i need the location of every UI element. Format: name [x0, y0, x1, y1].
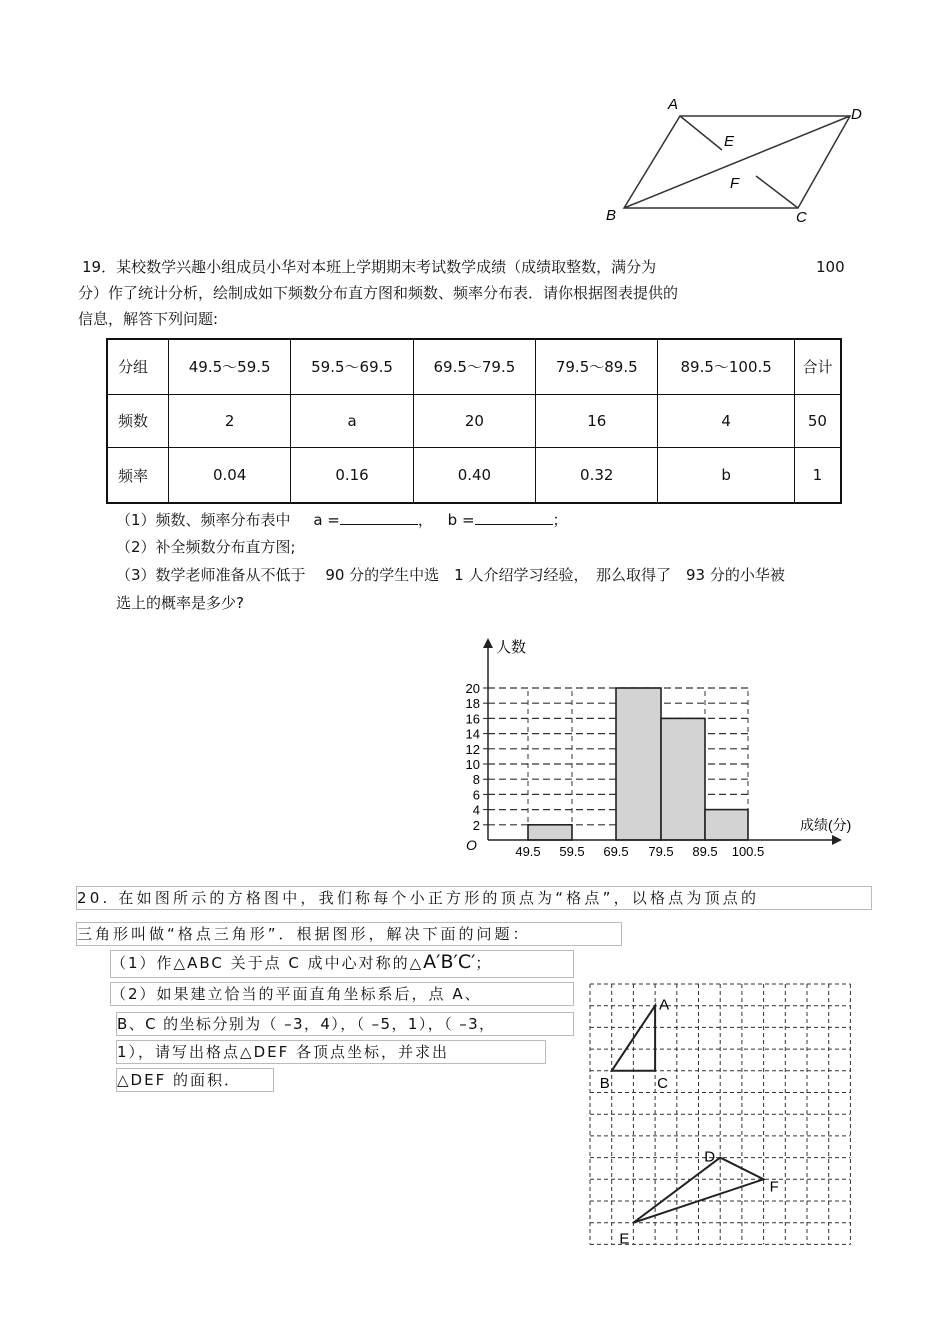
x-tick-label: 79.5 — [648, 844, 674, 859]
y-axis-label: 人数 — [496, 639, 527, 656]
table-cell: a — [291, 394, 413, 448]
x-tick-label: 89.5 — [692, 844, 718, 859]
histogram-bar — [661, 718, 705, 840]
q19-sub1 — [116, 509, 568, 531]
vertex-label-C: C — [657, 1074, 668, 1092]
table-cell: 59.5～69.5 — [291, 339, 413, 394]
q20-sub2-line4: △DEF 的面积． — [116, 1068, 274, 1092]
table-cell: 49.5～59.5 — [169, 339, 291, 394]
vertex-label-A: A — [659, 996, 670, 1014]
y-tick-label: 8 — [472, 772, 480, 788]
label-A: A — [668, 96, 679, 113]
segment-cf — [756, 176, 798, 208]
q19-sub1-b-label: b = — [447, 511, 475, 529]
vertex-label-B: B — [599, 1074, 610, 1092]
parallelogram-figure — [596, 92, 876, 232]
x-tick-label: 69.5 — [603, 844, 629, 859]
q20-sub2-line2: B、C 的坐标分别为（ –3，4），（ –5，1），（ –3， — [116, 1012, 574, 1036]
x-tick-label: 49.5 — [515, 844, 541, 859]
table-cell: 1 — [794, 448, 841, 503]
table-cell: 16 — [536, 394, 658, 448]
answer-blank-b[interactable] — [475, 510, 553, 525]
q19-sub2: （2）补全频数分布直方图; — [116, 538, 296, 556]
table-cell: 79.5～89.5 — [536, 339, 658, 394]
q20-sub1-text: （1）作△ABC 关于点 C 成中心对称的△ — [111, 954, 424, 972]
y-tick-label: 14 — [465, 726, 480, 742]
vertex-label-D: D — [704, 1148, 716, 1166]
histogram-bar — [528, 825, 572, 840]
q19-sub1-end: ； — [552, 511, 568, 529]
table-cell: 频数 — [107, 394, 169, 448]
q19-sub1-comma: ， — [417, 511, 433, 529]
label-B: B — [606, 207, 617, 224]
histogram-chart — [450, 632, 870, 864]
table-cell: 2 — [169, 394, 291, 448]
y-tick-label: 6 — [472, 787, 480, 803]
answer-blank-a[interactable] — [340, 510, 418, 525]
x-axis-arrow — [832, 835, 842, 845]
segment-ae — [680, 116, 722, 150]
vertex-label-F: F — [769, 1178, 779, 1196]
label-D: D — [851, 106, 862, 123]
table-cell: 69.5～79.5 — [413, 339, 535, 394]
q20-sub2-line1: （2）如果建立恰当的平面直角坐标系后，点 A、 — [110, 982, 574, 1006]
table-cell: 0.40 — [413, 448, 535, 503]
x-axis-label: 成绩(分) — [800, 817, 852, 833]
x-tick-label: 59.5 — [559, 844, 585, 859]
x-tick-label: 100.5 — [731, 844, 765, 859]
diagonal-bd — [624, 116, 850, 208]
table-cell: 89.5～100.5 — [658, 339, 794, 394]
table-row-header — [107, 339, 841, 394]
q20-line2: 三角形叫做“格点三角形”．根据图形，解决下面的问题： — [76, 922, 622, 946]
histogram-bar — [616, 688, 661, 840]
y-tick-label: 12 — [465, 741, 480, 757]
lattice-grid-figure — [584, 978, 864, 1250]
table-cell: 合计 — [794, 339, 841, 394]
table-cell: 分组 — [107, 339, 169, 394]
table-cell: 20 — [413, 394, 535, 448]
histogram-bar — [705, 810, 748, 840]
frequency-table — [106, 338, 842, 504]
table-cell: 50 — [794, 394, 841, 448]
label-F: F — [730, 175, 740, 192]
q19-stem-line2: 分）作了统计分析，绘制成如下频数分布直方图和频数、频率分布表．请你根据图表提供的 — [78, 284, 679, 302]
q20-line1: 20. 在如图所示的方格图中，我们称每个小正方形的顶点为“格点”，以格点为顶点的 — [76, 886, 872, 910]
y-tick-label: 4 — [472, 802, 480, 818]
y-tick-label: 2 — [472, 817, 480, 833]
y-tick-label: 10 — [465, 757, 480, 772]
q20-sub1 — [110, 950, 574, 978]
label-C: C — [796, 209, 807, 226]
y-tick-label: 16 — [465, 711, 480, 727]
q19-number: 19． — [82, 258, 117, 276]
table-cell: 0.32 — [536, 448, 658, 503]
y-tick-label: 18 — [465, 696, 480, 712]
origin-label: O — [466, 837, 477, 853]
vertex-label-E: E — [619, 1230, 630, 1248]
q20-sub1-symbol: A′B′C′ — [423, 951, 476, 973]
q19-stem-line1 — [82, 256, 656, 278]
y-axis-arrow — [483, 638, 493, 648]
table-cell: 4 — [658, 394, 794, 448]
q19-stem-text1: 某校数学兴趣小组成员小华对本班上学期期末考试数学成绩（成绩取整数，满分为 — [116, 258, 657, 276]
table-cell: b — [658, 448, 794, 503]
q20-sub1-end: ； — [475, 954, 493, 972]
q19-sub3-line1: （3）数学老师准备从不低于 90 分的学生中选 1 人介绍学习经验， 那么取得了 93 分的小华被 — [116, 566, 785, 584]
q19-sub3-line2: 选上的概率是多少? — [116, 594, 244, 612]
q19-full-score: 100 — [816, 258, 845, 276]
q19-sub1-text: （1）频数、频率分布表中 — [116, 511, 291, 529]
table-row-frequency — [107, 394, 841, 448]
label-E: E — [724, 133, 735, 150]
table-cell: 频率 — [107, 448, 169, 503]
q19-sub1-a-label: a = — [313, 511, 340, 529]
table-cell: 0.04 — [169, 448, 291, 503]
q19-stem-line3: 信息，解答下列问题: — [78, 310, 219, 328]
q20-sub2-line3: 1），请写出格点△DEF 各顶点坐标，并求出 — [116, 1040, 546, 1064]
y-tick-label: 20 — [465, 681, 480, 696]
table-cell: 0.16 — [291, 448, 413, 503]
table-row-rate — [107, 448, 841, 503]
